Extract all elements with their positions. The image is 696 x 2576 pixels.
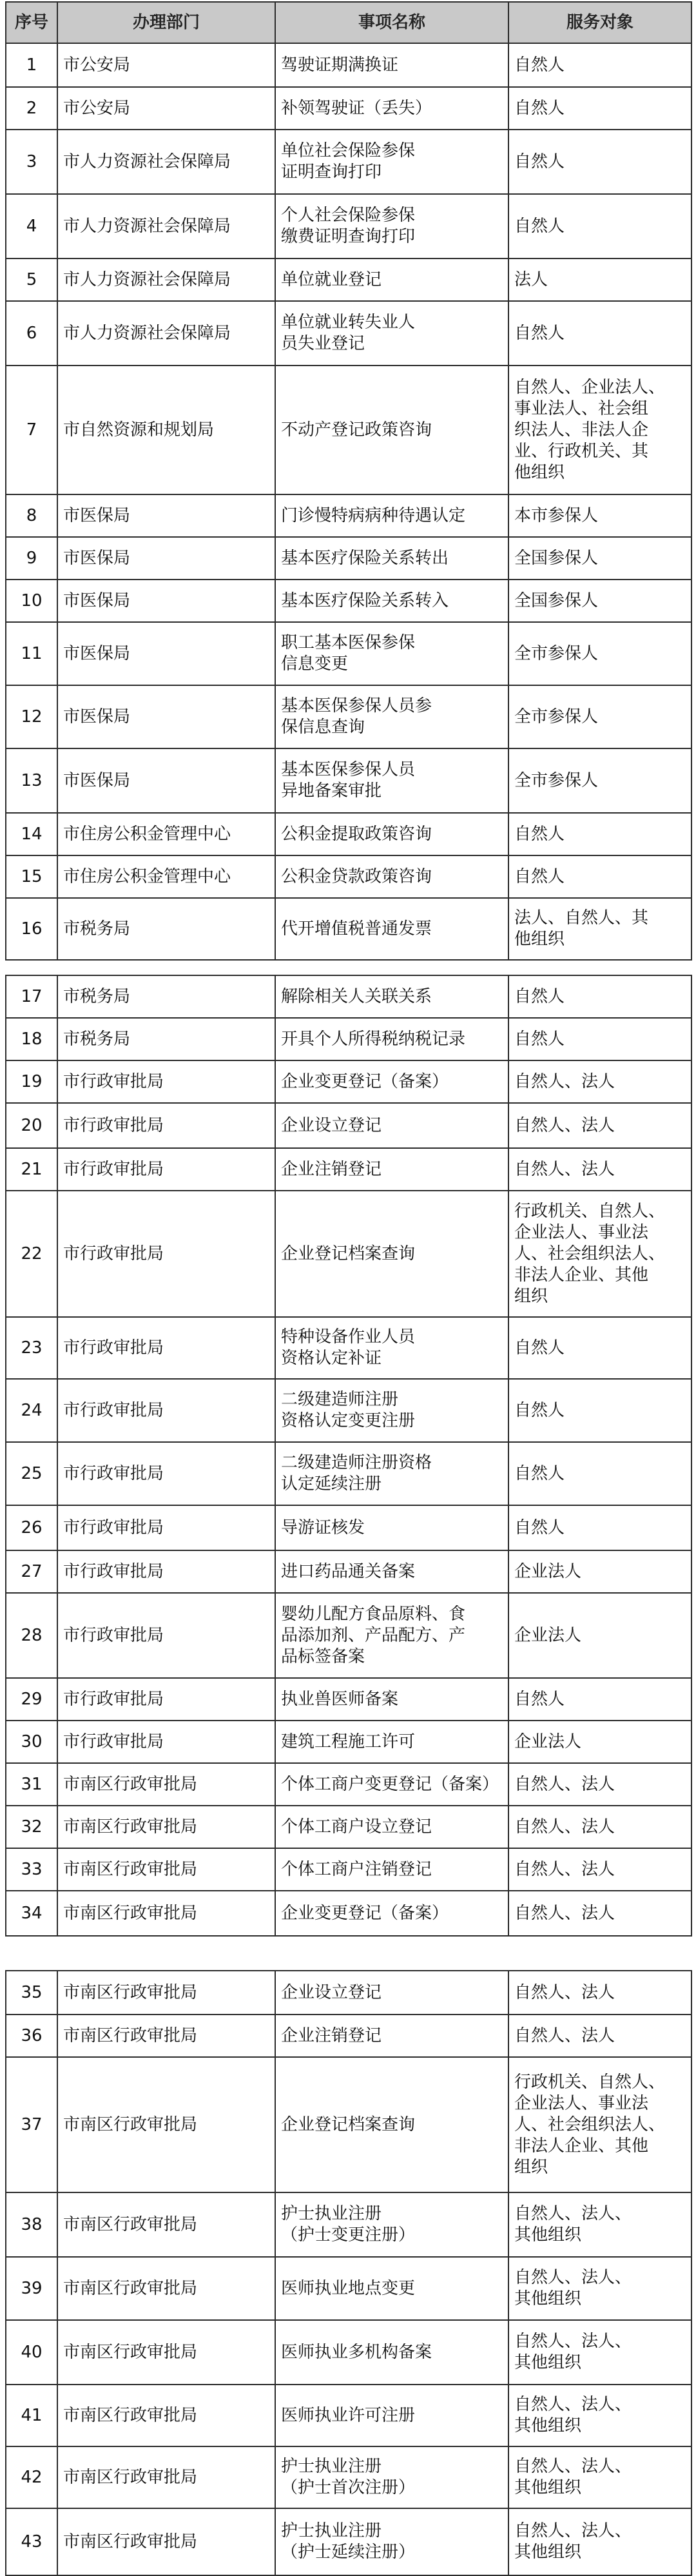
row-item-name: 补领驾驶证（丢失）	[275, 87, 508, 130]
row-service-target: 自然人	[508, 87, 691, 130]
row-service-target: 自然人	[508, 194, 691, 259]
row-item-name: 进口药品通关备案	[275, 1550, 508, 1593]
row-department: 市南区行政审批局	[57, 2508, 275, 2575]
row-number: 8	[6, 494, 57, 537]
row-service-target: 自然人	[508, 1442, 691, 1505]
row-number: 24	[6, 1379, 57, 1442]
row-number: 14	[6, 813, 57, 855]
table-row	[6, 975, 691, 1018]
row-number: 29	[6, 1678, 57, 1721]
row-service-target: 自然人	[508, 855, 691, 898]
row-service-target: 自然人、法人	[508, 1848, 691, 1891]
row-department: 市南区行政审批局	[57, 1763, 275, 1806]
row-item-name: 企业登记档案查询	[275, 2057, 508, 2192]
table-row	[6, 1593, 691, 1678]
row-number: 3	[6, 130, 57, 194]
row-number: 32	[6, 1806, 57, 1848]
row-service-target: 自然人、法人、 其他组织	[508, 2385, 691, 2446]
table-row	[6, 1018, 691, 1060]
row-service-target: 自然人	[508, 1678, 691, 1721]
row-item-name: 单位就业登记	[275, 259, 508, 301]
row-department: 市南区行政审批局	[57, 1971, 275, 2015]
table-row	[6, 1505, 691, 1550]
row-number: 1	[6, 43, 57, 87]
row-department: 市医保局	[57, 748, 275, 813]
row-service-target: 自然人	[508, 1018, 691, 1060]
row-number: 16	[6, 898, 57, 960]
row-service-target: 企业法人	[508, 1593, 691, 1678]
row-item-name: 个人社会保险参保 缴费证明查询打印	[275, 194, 508, 259]
row-service-target: 自然人	[508, 813, 691, 855]
row-item-name: 解除相关人关联关系	[275, 975, 508, 1018]
row-department: 市人力资源社会保障局	[57, 130, 275, 194]
row-service-target: 自然人、法人、 其他组织	[508, 2446, 691, 2508]
row-number: 38	[6, 2192, 57, 2257]
table-row	[6, 2192, 691, 2257]
row-department: 市行政审批局	[57, 1505, 275, 1550]
row-service-target: 自然人、法人、 其他组织	[508, 2257, 691, 2320]
row-number: 25	[6, 1442, 57, 1505]
table-row	[6, 2320, 691, 2385]
row-item-name: 企业登记档案查询	[275, 1191, 508, 1317]
table-row	[6, 1442, 691, 1505]
row-service-target: 全市参保人	[508, 622, 691, 685]
table-row	[6, 1971, 691, 2015]
row-item-name: 不动产登记政策咨询	[275, 366, 508, 494]
row-item-name: 基本医保参保人员 异地备案审批	[275, 748, 508, 813]
row-service-target: 自然人、法人	[508, 1891, 691, 1936]
row-item-name: 个体工商户变更登记（备案）	[275, 1763, 508, 1806]
header-no: 序号	[6, 2, 57, 43]
header-item: 事项名称	[275, 2, 508, 43]
row-service-target: 法人、自然人、其 他组织	[508, 898, 691, 960]
service-table-part-2	[5, 975, 692, 1937]
row-service-target: 自然人	[508, 975, 691, 1018]
table-row	[6, 1060, 691, 1103]
table-row	[6, 1678, 691, 1721]
row-service-target: 法人	[508, 259, 691, 301]
row-service-target: 行政机关、自然人、 企业法人、事业法 人、社会组织法人、 非法人企业、其他 组织	[508, 2057, 691, 2192]
table-row	[6, 366, 691, 494]
row-number: 23	[6, 1317, 57, 1379]
row-item-name: 个体工商户设立登记	[275, 1806, 508, 1848]
row-item-name: 基本医保参保人员参 保信息查询	[275, 685, 508, 748]
table-row	[6, 194, 691, 259]
table-row	[6, 87, 691, 130]
row-item-name: 二级建造师注册资格 认定延续注册	[275, 1442, 508, 1505]
row-service-target: 自然人、法人、 其他组织	[508, 2320, 691, 2385]
row-department: 市行政审批局	[57, 1550, 275, 1593]
row-department: 市行政审批局	[57, 1721, 275, 1763]
table-row	[6, 259, 691, 301]
row-item-name: 单位社会保险参保 证明查询打印	[275, 130, 508, 194]
row-number: 13	[6, 748, 57, 813]
row-item-name: 企业变更登记（备案）	[275, 1891, 508, 1936]
table-row	[6, 537, 691, 580]
row-service-target: 企业法人	[508, 1550, 691, 1593]
row-number: 27	[6, 1550, 57, 1593]
row-number: 42	[6, 2446, 57, 2508]
table-row	[6, 1317, 691, 1379]
row-department: 市医保局	[57, 580, 275, 622]
row-item-name: 个体工商户注销登记	[275, 1848, 508, 1891]
row-number: 36	[6, 2015, 57, 2057]
row-number: 11	[6, 622, 57, 685]
row-number: 43	[6, 2508, 57, 2575]
row-department: 市行政审批局	[57, 1442, 275, 1505]
row-department: 市公安局	[57, 43, 275, 87]
row-department: 市南区行政审批局	[57, 2320, 275, 2385]
row-item-name: 护士执业注册 （护士延续注册）	[275, 2508, 508, 2575]
row-number: 17	[6, 975, 57, 1018]
row-number: 19	[6, 1060, 57, 1103]
table-row	[6, 1550, 691, 1593]
row-service-target: 自然人	[508, 301, 691, 366]
row-number: 37	[6, 2057, 57, 2192]
row-item-name: 企业设立登记	[275, 1971, 508, 2015]
header-dept: 办理部门	[57, 2, 275, 43]
row-item-name: 婴幼儿配方食品原料、食 品添加剂、产品配方、产 品标签备案	[275, 1593, 508, 1678]
row-item-name: 企业变更登记（备案）	[275, 1060, 508, 1103]
row-department: 市行政审批局	[57, 1103, 275, 1148]
row-number: 39	[6, 2257, 57, 2320]
row-item-name: 医师执业许可注册	[275, 2385, 508, 2446]
row-number: 9	[6, 537, 57, 580]
table-row	[6, 2385, 691, 2446]
row-item-name: 医师执业地点变更	[275, 2257, 508, 2320]
table-row	[6, 748, 691, 813]
table-row	[6, 130, 691, 194]
row-department: 市南区行政审批局	[57, 2057, 275, 2192]
row-number: 35	[6, 1971, 57, 2015]
row-department: 市税务局	[57, 1018, 275, 1060]
table-row	[6, 2257, 691, 2320]
row-service-target: 自然人、法人、 其他组织	[508, 2508, 691, 2575]
row-number: 15	[6, 855, 57, 898]
table-row	[6, 855, 691, 898]
row-service-target: 全市参保人	[508, 685, 691, 748]
service-table-part-1	[5, 1, 692, 961]
row-number: 2	[6, 87, 57, 130]
row-service-target: 自然人	[508, 130, 691, 194]
row-number: 41	[6, 2385, 57, 2446]
row-item-name: 企业设立登记	[275, 1103, 508, 1148]
table-row	[6, 898, 691, 960]
row-number: 20	[6, 1103, 57, 1148]
row-department: 市人力资源社会保障局	[57, 194, 275, 259]
row-number: 18	[6, 1018, 57, 1060]
row-number: 7	[6, 366, 57, 494]
row-department: 市税务局	[57, 898, 275, 960]
row-number: 12	[6, 685, 57, 748]
table-row	[6, 813, 691, 855]
row-item-name: 开具个人所得税纳税记录	[275, 1018, 508, 1060]
row-item-name: 门诊慢特病病种待遇认定	[275, 494, 508, 537]
row-item-name: 基本医疗保险关系转入	[275, 580, 508, 622]
row-department: 市行政审批局	[57, 1060, 275, 1103]
table-row	[6, 1891, 691, 1936]
row-service-target: 自然人、法人	[508, 1806, 691, 1848]
row-department: 市南区行政审批局	[57, 2192, 275, 2257]
table-row	[6, 1806, 691, 1848]
table-row	[6, 301, 691, 366]
row-department: 市南区行政审批局	[57, 1891, 275, 1936]
row-number: 6	[6, 301, 57, 366]
row-department: 市南区行政审批局	[57, 1848, 275, 1891]
row-number: 34	[6, 1891, 57, 1936]
row-department: 市南区行政审批局	[57, 2446, 275, 2508]
row-item-name: 基本医疗保险关系转出	[275, 537, 508, 580]
row-department: 市行政审批局	[57, 1317, 275, 1379]
row-service-target: 自然人	[508, 1379, 691, 1442]
row-service-target: 全市参保人	[508, 748, 691, 813]
row-item-name: 医师执业多机构备案	[275, 2320, 508, 2385]
table-row	[6, 2508, 691, 2575]
row-service-target: 自然人、企业法人、 事业法人、社会组 织法人、非法人企 业、行政机关、其 他组织	[508, 366, 691, 494]
row-number: 22	[6, 1191, 57, 1317]
row-department: 市住房公积金管理中心	[57, 855, 275, 898]
row-service-target: 自然人、法人	[508, 1148, 691, 1191]
row-department: 市行政审批局	[57, 1379, 275, 1442]
row-item-name: 单位就业转失业人 员失业登记	[275, 301, 508, 366]
row-number: 33	[6, 1848, 57, 1891]
table-row	[6, 622, 691, 685]
row-department: 市南区行政审批局	[57, 2015, 275, 2057]
row-service-target: 企业法人	[508, 1721, 691, 1763]
row-department: 市医保局	[57, 685, 275, 748]
row-department: 市人力资源社会保障局	[57, 301, 275, 366]
table-row	[6, 2446, 691, 2508]
row-department: 市医保局	[57, 494, 275, 537]
row-department: 市医保局	[57, 622, 275, 685]
row-service-target: 自然人、法人、 其他组织	[508, 2192, 691, 2257]
row-service-target: 全国参保人	[508, 580, 691, 622]
header-target: 服务对象	[508, 2, 691, 43]
row-department: 市行政审批局	[57, 1148, 275, 1191]
row-service-target: 自然人、法人	[508, 1103, 691, 1148]
table-row	[6, 580, 691, 622]
row-service-target: 自然人	[508, 1317, 691, 1379]
row-department: 市医保局	[57, 537, 275, 580]
row-service-target: 本市参保人	[508, 494, 691, 537]
row-number: 30	[6, 1721, 57, 1763]
row-item-name: 代开增值税普通发票	[275, 898, 508, 960]
header-row	[6, 2, 691, 43]
row-item-name: 企业注销登记	[275, 1148, 508, 1191]
row-service-target: 自然人、法人	[508, 1060, 691, 1103]
row-item-name: 执业兽医师备案	[275, 1678, 508, 1721]
row-department: 市人力资源社会保障局	[57, 259, 275, 301]
row-item-name: 公积金提取政策咨询	[275, 813, 508, 855]
table-row	[6, 1763, 691, 1806]
row-item-name: 职工基本医保参保 信息变更	[275, 622, 508, 685]
row-number: 31	[6, 1763, 57, 1806]
row-service-target: 自然人	[508, 43, 691, 87]
row-department: 市南区行政审批局	[57, 2257, 275, 2320]
row-service-target: 自然人、法人	[508, 1763, 691, 1806]
row-number: 40	[6, 2320, 57, 2385]
table-row	[6, 685, 691, 748]
row-item-name: 公积金贷款政策咨询	[275, 855, 508, 898]
row-service-target: 全国参保人	[508, 537, 691, 580]
row-number: 10	[6, 580, 57, 622]
row-department: 市行政审批局	[57, 1593, 275, 1678]
table-row	[6, 1848, 691, 1891]
row-department: 市行政审批局	[57, 1678, 275, 1721]
row-department: 市行政审批局	[57, 1191, 275, 1317]
row-item-name: 建筑工程施工许可	[275, 1721, 508, 1763]
table-row	[6, 1191, 691, 1317]
row-department: 市公安局	[57, 87, 275, 130]
table-row	[6, 1103, 691, 1148]
row-number: 21	[6, 1148, 57, 1191]
row-number: 5	[6, 259, 57, 301]
row-number: 28	[6, 1593, 57, 1678]
row-item-name: 企业注销登记	[275, 2015, 508, 2057]
table-row	[6, 2057, 691, 2192]
row-department: 市自然资源和规划局	[57, 366, 275, 494]
row-item-name: 驾驶证期满换证	[275, 43, 508, 87]
table-row	[6, 1721, 691, 1763]
row-department: 市南区行政审批局	[57, 1806, 275, 1848]
row-service-target: 自然人、法人	[508, 2015, 691, 2057]
table-row	[6, 494, 691, 537]
table-row	[6, 2015, 691, 2057]
row-service-target: 自然人、法人	[508, 1971, 691, 2015]
row-department: 市南区行政审批局	[57, 2385, 275, 2446]
table-row	[6, 1148, 691, 1191]
table-row	[6, 43, 691, 87]
row-service-target: 行政机关、自然人、 企业法人、事业法 人、社会组织法人、 非法人企业、其他 组织	[508, 1191, 691, 1317]
row-department: 市住房公积金管理中心	[57, 813, 275, 855]
row-department: 市税务局	[57, 975, 275, 1018]
row-service-target: 自然人	[508, 1505, 691, 1550]
row-item-name: 特种设备作业人员 资格认定补证	[275, 1317, 508, 1379]
row-item-name: 护士执业注册 （护士首次注册）	[275, 2446, 508, 2508]
service-table-part-3	[5, 1970, 692, 2576]
table-row	[6, 1379, 691, 1442]
row-number: 4	[6, 194, 57, 259]
row-number: 26	[6, 1505, 57, 1550]
row-item-name: 二级建造师注册 资格认定变更注册	[275, 1379, 508, 1442]
row-item-name: 导游证核发	[275, 1505, 508, 1550]
row-item-name: 护士执业注册 （护士变更注册）	[275, 2192, 508, 2257]
